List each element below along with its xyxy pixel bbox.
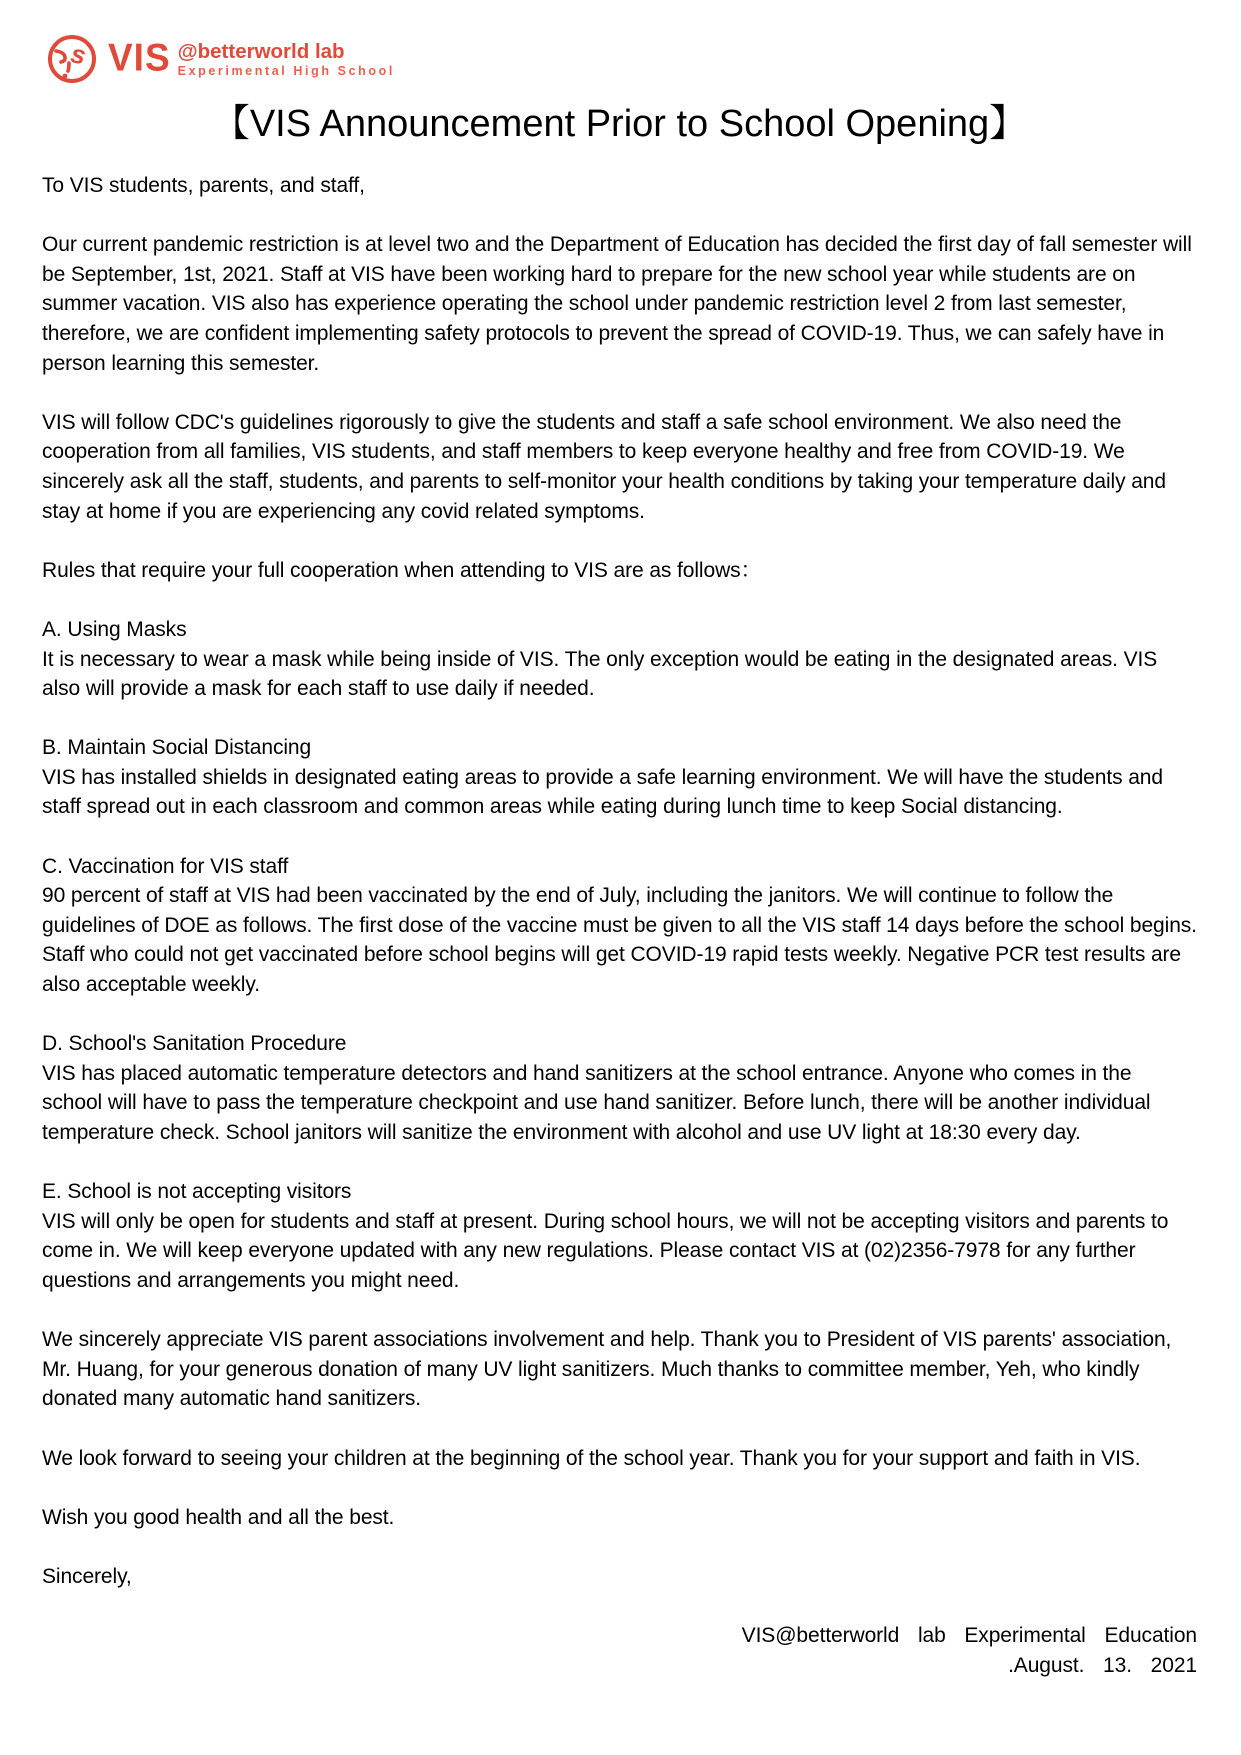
greeting: To VIS students, parents, and staff, xyxy=(42,174,365,197)
section-heading: B. Maintain Social Distancing xyxy=(42,736,312,760)
section-body: It is necessary to wear a mask while being inside of VIS. The only exception would be eating in the designated areas. VIS also will provide a mask for each staff to use daily if needed. xyxy=(42,647,1158,701)
paragraph-appreciation: We sincerely appreciate VIS parent associations involvement and help. Thank you to President of VIS parents' association, Mr. Huang, for your generous donation of many UV light sanitizers. Much thanks to committee member, Yeh, who kindly donated many automatic hand sanitizers. xyxy=(42,1328,1172,1411)
signature-block xyxy=(42,1621,1197,1680)
section-heading: E. School is not accepting visitors xyxy=(42,1180,352,1204)
section-using-masks xyxy=(42,615,1197,704)
letter-body xyxy=(42,171,1197,1680)
svg-text:s: s xyxy=(68,38,89,71)
document-title: 【VIS Announcement Prior to School Opening】 xyxy=(211,103,1028,145)
paragraph-good-health: Wish you good health and all the best. xyxy=(42,1505,395,1529)
logo-brand: VIS xyxy=(108,36,171,80)
logo-subtitle: Experimental High School xyxy=(177,63,395,78)
signature-org: VIS@betterworld lab Experimental Education xyxy=(741,1624,1197,1648)
paragraph-cdc-guidelines: VIS will follow CDC's guidelines rigorously to give the students and staff a safe school environment. We also need the cooperation from all families, VIS students, and staff members to keep everyone healthy and free from COVID-19. We sincerely ask all the staff, students, and parents to self-monitor your health conditions by taking your temperature daily and stay at home if you are experiencing any covid related symptoms. xyxy=(42,410,1166,523)
section-body: 90 percent of staff at VIS had been vaccinated by the end of July, including the janitors. We will continue to follow the guidelines of DOE as follows. The first dose of the vaccine must be given to all the VIS staff 14 days before the school begins. Staff who could not get vaccinated before school begins will get COVID-19 rapid tests weekly. Negative PCR test results are also acceptable weekly. xyxy=(42,884,1197,997)
paragraph-look-forward: We look forward to seeing your children at the beginning of the school year. Thank you for your support and faith in VIS. xyxy=(42,1446,1141,1470)
section-sanitation xyxy=(42,1029,1197,1147)
logo-suffix: @betterworld lab xyxy=(177,40,345,64)
section-body: VIS has installed shields in designated eating areas to provide a safe learning environment. We will have the students and staff spread out in each classroom and common areas while eating during lunch time to keep Social distancing. xyxy=(42,765,1163,819)
logo-text xyxy=(108,38,395,78)
logo-sub xyxy=(178,38,395,78)
signature-date: .August. 13. 2021 xyxy=(1008,1653,1197,1677)
rules-intro: Rules that require your full cooperation when attending to VIS are as follows： xyxy=(42,558,762,582)
section-vaccination xyxy=(42,852,1197,1000)
section-social-distancing xyxy=(42,733,1197,822)
section-body: VIS has placed automatic temperature detectors and hand sanitizers at the school entrance. Anyone who comes in the school will have to pass the temperature checkpoint and use hand sanitizer. Before lunch, there will be another individual temperature check. School janitors will sanitize the environment with alcohol and use UV light at 18:30 every day. xyxy=(42,1061,1151,1144)
section-heading: D. School's Sanitation Procedure xyxy=(42,1032,347,1056)
sign-off: Sincerely, xyxy=(42,1564,132,1588)
section-body: VIS will only be open for students and staff at present. During school hours, we will not be accepting visitors and parents to come in. We will keep everyone updated with any new regulations. Please contact VIS at (02)2356-7978 for any further questions and arrangements you might need. xyxy=(42,1209,1169,1292)
letterhead xyxy=(44,28,1197,88)
section-heading: A. Using Masks xyxy=(42,617,187,641)
section-heading: C. Vaccination for VIS staff xyxy=(42,854,289,878)
vis-face-logo-icon xyxy=(44,29,100,87)
paragraph-pandemic-restriction: Our current pandemic restriction is at level two and the Department of Education has decided the first day of fall semester will be September, 1st, 2021. Staff at VIS have been working hard to prepare for the new school year while students are on summer vacation. VIS also has experience operating the school under pandemic restriction level 2 from last semester, therefore, we are confident implementing safety protocols to prevent the spread of COVID-19. Thus, we can safely have in person learning this semester. xyxy=(42,233,1192,375)
section-no-visitors xyxy=(42,1177,1197,1295)
